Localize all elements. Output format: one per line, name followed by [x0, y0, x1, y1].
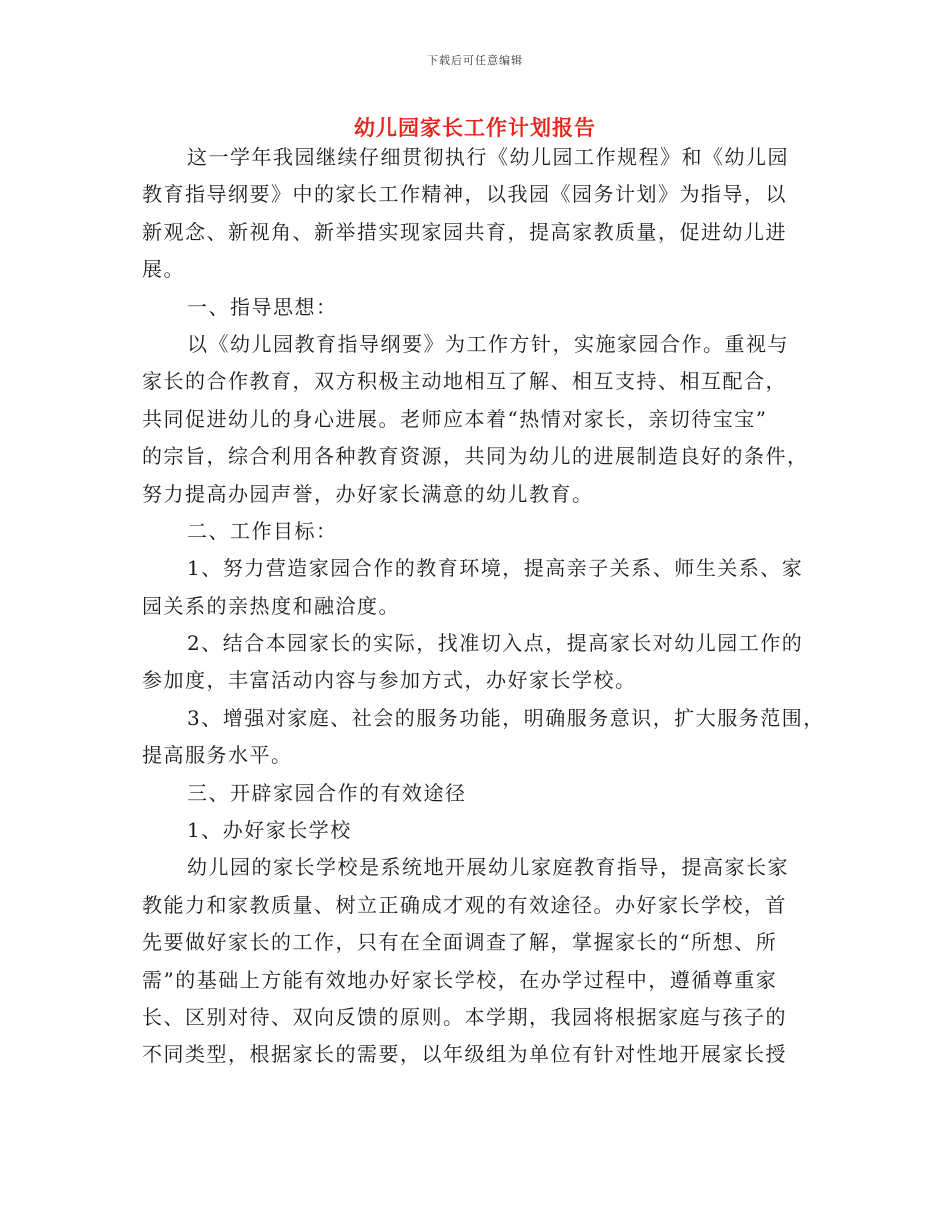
body-line: 教能力和家教质量、树立正确成才观的有效途径。办好家长学校，首	[142, 892, 787, 917]
body-line: 这一学年我园继续仔细贯彻执行《幼儿园工作规程》和《幼儿园	[187, 145, 789, 169]
page-header-note: 下载后可任意编辑	[427, 54, 523, 67]
body-line: 3、增强对家庭、社会的服务功能，明确服务意识，扩大服务范围，	[187, 705, 825, 730]
body-line: 需”的基础上方能有效地办好家长学校，在办学过程中，遵循尊重家	[142, 967, 778, 992]
body-line: 长、区别对待、双向反馈的原则。本学期，我园将根据家庭与孩子的	[142, 1004, 787, 1029]
body-line: 参加度，丰富活动内容与参加方式，办好家长学校。	[142, 668, 637, 693]
body-line: 三、开辟家园合作的有效途径	[187, 780, 467, 805]
body-line: 不同类型，根据家长的需要，以年级组为单位有针对性地开展家长授	[142, 1042, 787, 1067]
body-line: 一、指导思想：	[187, 294, 338, 319]
body-line: 1、办好家长学校	[187, 818, 352, 843]
body-line: 2、结合本园家长的实际，找准切入点，提高家长对幼儿园工作的	[187, 631, 804, 656]
body-line: 幼儿园的家长学校是系统地开展幼儿家庭教育指导，提高家长家	[187, 855, 789, 880]
document-body	[142, 139, 825, 1074]
body-line: 努力提高办园声誉，办好家长满意的幼儿教育。	[142, 481, 594, 506]
body-line: 新观念、新视角、新举措实现家园共育，提高家教质量，促进幼儿进	[142, 219, 787, 244]
body-line: 二、工作目标：	[187, 518, 338, 543]
document-title: 幼儿园家长工作计划报告	[354, 115, 596, 140]
body-line: 教育指导纲要》中的家长工作精神，以我园《园务计划》为指导，以	[142, 182, 787, 207]
body-line: 园关系的亲热度和融洽度。	[142, 593, 400, 618]
body-line: 展。	[142, 257, 185, 282]
body-line: 的宗旨，综合利用各种教育资源，共同为幼儿的进展制造良好的条件，	[142, 444, 809, 469]
body-line: 以《幼儿园教育指导纲要》为工作方针，实施家园合作。重视与	[187, 331, 789, 356]
body-line: 家长的合作教育，双方积极主动地相互了解、相互支持、相互配合，	[142, 369, 787, 394]
body-line: 提高服务水平。	[142, 743, 293, 768]
body-line: 先要做好家长的工作，只有在全面调查了解，掌握家长的“所想、所	[142, 930, 778, 955]
body-line: 共同促进幼儿的身心进展。老师应本着“热情对家长，亲切待宝宝”	[142, 406, 768, 431]
body-line: 1、努力营造家园合作的教育环境，提高亲子关系、师生关系、家	[187, 556, 804, 581]
